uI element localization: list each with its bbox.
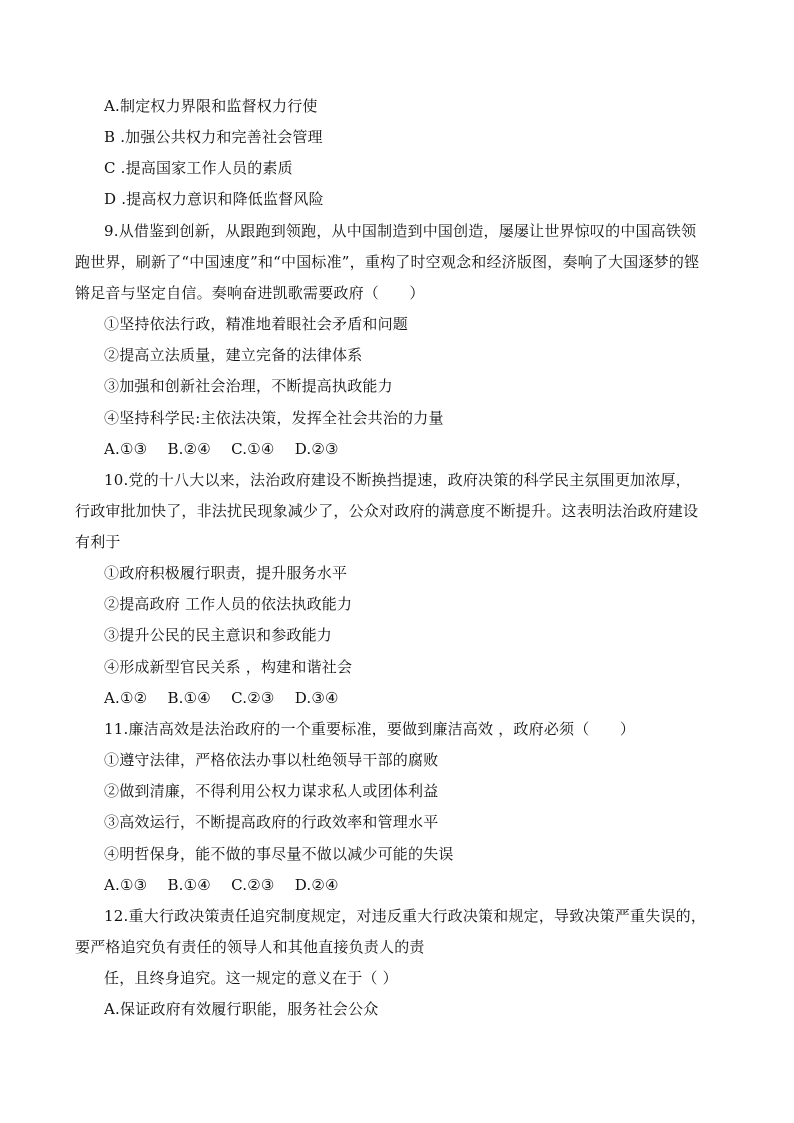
q8-option-a: A.制定权力界限和监督权力行使	[104, 97, 318, 115]
q11-choices: A.①③ B.①④ C.②③ D.②④	[104, 876, 339, 894]
q9-item-3: ③加强和创新社会治理，不断提高执政能力	[104, 377, 393, 395]
q10-stem-line-2: 行政审批加快了，非法扰民现象减少了，公众对政府的满意度不断提升。这表明法治政府建设	[75, 502, 699, 520]
q9-stem-line-1: 9.从借鉴到创新，从跟跑到领跑，从中国制造到中国创造，屡屡让世界惊叹的中国高铁领	[104, 222, 697, 240]
q8-option-b: B .加强公共权力和完善社会管理	[104, 128, 323, 146]
q9-item-2: ②提高立法质量，建立完备的法律体系	[104, 346, 363, 364]
q9-item-1: ①坚持依法行政，精准地着眼社会矛盾和问题	[104, 315, 409, 333]
q11-item-2: ②做到清廉，不得利用公权力谋求私人或团体利益	[104, 782, 439, 800]
q9-choices: A.①③ B.②④ C.①④ D.②③	[104, 440, 339, 458]
q11-item-4: ④明哲保身，能不做的事尽量不做以减少可能的失误	[104, 845, 454, 863]
q12-stem-line-1: 12.重大行政决策责任追究制度规定，对违反重大行政决策和规定，导致决策严重失误的，	[104, 907, 707, 925]
q10-item-1: ①政府积极履行职责，提升服务水平	[104, 564, 348, 582]
q11-item-1: ①遵守法律，严格依法办事以杜绝领导干部的腐败	[104, 751, 439, 769]
q8-option-c: C .提高国家工作人员的素质	[104, 159, 293, 177]
q10-stem-line-3: 有利于	[75, 533, 121, 551]
q9-item-4: ④坚持科学民:主依法决策，发挥全社会共治的力量	[104, 409, 444, 427]
q10-item-3: ③提升公民的民主意识和参政能力	[104, 626, 333, 644]
q10-item-4: ④形成新型官民关系 ，构建和谐社会	[104, 658, 353, 676]
q10-choices: A.①② B.①④ C.②③ D.③④	[104, 689, 339, 707]
q12-stem-line-2: 要严格追究负有责任的领导人和其他直接负责人的责	[75, 938, 425, 956]
q9-stem-line-2: 跑世界，刷新了“中国速度”和“中国标准”，重构了时空观念和经济版图，奏响了大国逐梦的铿	[75, 253, 700, 271]
q12-option-a: A.保证政府有效履行职能，服务社会公众	[104, 1000, 379, 1018]
q11-item-3: ③高效运行，不断提高政府的行政效率和管理水平	[104, 813, 439, 831]
q10-item-2: ②提高政府 工作人员的依法执政能力	[104, 595, 353, 613]
q11-stem-line-1: 11.廉洁高效是法治政府的一个重要标准，要做到廉洁高效 ，政府必须（ ）	[104, 720, 636, 738]
q10-stem-line-1: 10.党的十八大以来，法治政府建设不断换挡提速，政府决策的科学民主氛围更加浓厚，	[104, 471, 691, 489]
q8-option-d: D .提高权力意识和降低监督风险	[104, 190, 324, 208]
q9-stem-line-3: 锵足音与坚定自信。奏响奋进凯歌需要政府（ ）	[75, 284, 425, 302]
q12-stem-line-3: 任，且终身追究。这一规定的意义在于（ ）	[104, 969, 398, 987]
